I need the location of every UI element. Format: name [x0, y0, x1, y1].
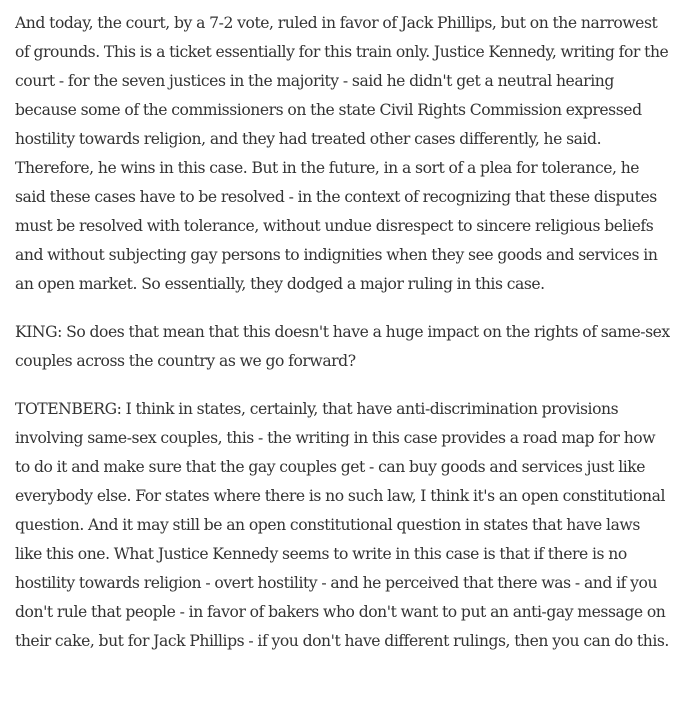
article-body — [15, 9, 670, 675]
paragraph-king-question: KING: So does that mean that this doesn't have a huge impact on the rights of same-sex couples across the country as we go forward? — [15, 323, 670, 370]
paragraph-totenberg-answer: TOTENBERG: I think in states, certainly, that have anti-discrimination provisions involving same-sex couples, this - the writing in this case provides a road map for how to do it and make sure that the gay couples get - can buy goods and services just like everybody else. For states where there is no such law, I think it's an open constitutional question. And it may still be an open constitutional question in states that have laws like this one. What Justice Kennedy seems to write in this case is that if there is no hostility towards religion - overt hostility - and he perceived that there was - and if you don't rule that people - in favor of bakers who don't want to put an anti-gay message on their cake, but for Jack Phillips - if you don't have different rulings, then you can do this. — [15, 400, 669, 650]
paragraph-ruling: And today, the court, by a 7-2 vote, ruled in favor of Jack Phillips, but on the narrowest of grounds. This is a ticket essentially for this train only. Justice Kennedy, writing for the court - for the seven justices in the majority - said he didn't get a neutral hearing because some of the commissioners on the state Civil Rights Commission expressed hostility towards religion, and they had treated other cases differently, he said. Therefore, he wins in this case. But in the future, in a sort of a plea for tolerance, he said these cases have to be resolved - in the context of recognizing that these disputes must be resolved with tolerance, without undue disrespect to sincere religious beliefs and without subjecting gay persons to indignities when they see goods and services in an open market. So essentially, they dodged a major ruling in this case. — [15, 14, 669, 293]
